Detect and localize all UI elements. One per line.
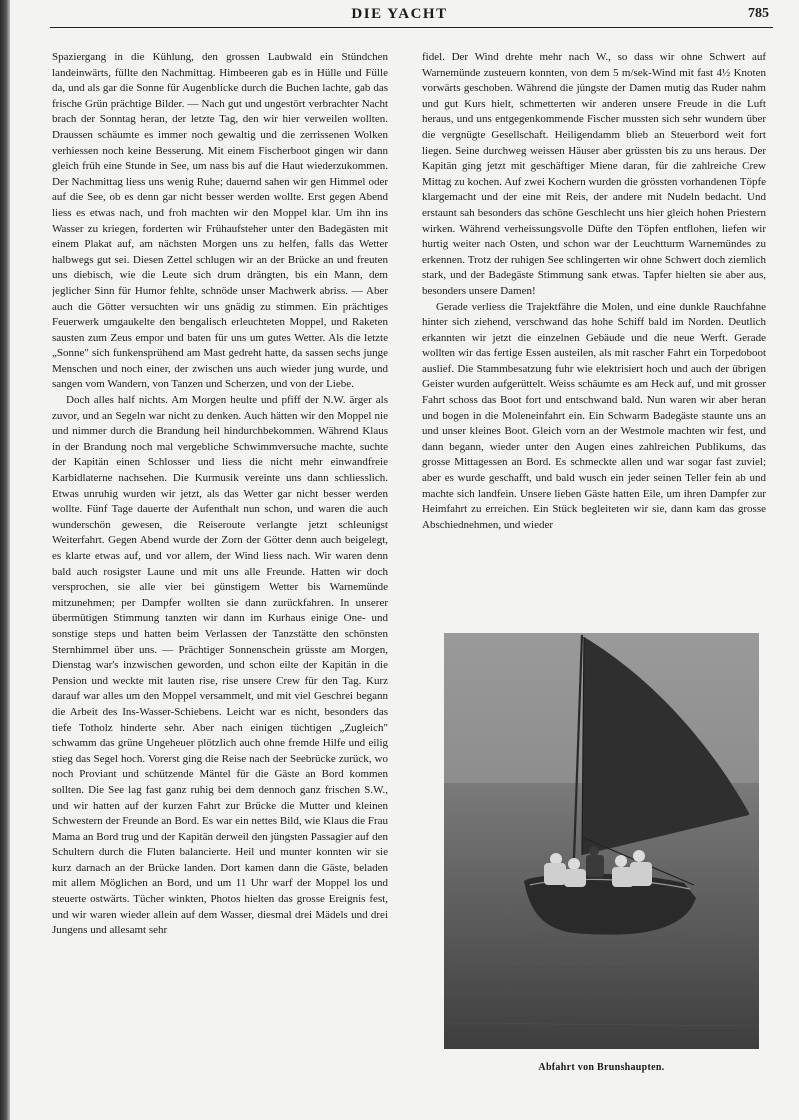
paragraph: Gerade verliess die Trajektfähre die Molen, und eine dunkle Rauchfahne hinter sich ziehend, verschwand das hohe Schiff bald im Norden. Deutlich erkannten wir jetzt die einzelnen Gebäude und die neue Werft. Gerade wollten wir das fertige Essen austeilen, als mit rascher Fahrt ein Torpedoboot auslief. Die Stammbesatzung fuhr wie elektrisiert hoch und auch der übrigen Geister wurden aufgerüttelt. Weiss schäumte es am Heck auf, und mit grosser Fahrt schoss das Boot fort und entschwand bald. Nun waren wir aber heran und bogen in die Moleneinfahrt ein. Ein Schwarm Badegäste staunte uns an und unser kleines Boot. Gleich vorn an der Westmole machten wir fest, und dann begann, wieder unter den Augen eines zahlreichen Publikums, das grosse Mittagessen an Bord. Es schmeckte allen und war sogar fast zuviel; aber es wurde geschafft, und bald wusch ein jeder seinen Teller fein ab und machte sich landfein. Unsere lieben Gäste hatten Eile, um ihren Dampfer zur Heimfahrt zu erreichen. Ein Stück begleiteten wir sie, dann kam das grosse Abschiednehmen, und wieder [422, 300, 766, 531]
page-number: 785 [748, 6, 769, 21]
page-header [0, 6, 799, 28]
paragraph: Spaziergang in die Kühlung, den grossen Laubwald ein Stündchen landeinwärts, füllte den Nachmittag. Himbeeren gab es in Hülle und Fülle da, und als gar die Sonne für Augenblicke durch die Buchen lachte, gab das frische Grün prächtige Bilder. — Nach gut und ungestört verbrachter Nacht brach der Sonntag heran, der letzte Tag, den wir hier verweilen wollten. Draussen schäumte es immer noch gewaltig und die zerrissenen Wolken verhiessen noch keine Besserung. Mit einem Fischerboot gingen wir dann gleich früh eine Stunde in See, um nass bis auf die Haut wiederzukommen. Der Nachmittag liess uns wenig Ruhe; dauernd sahen wir gen Himmel oder auf die See, ob es denn gar nicht besser werden wollte. Erst gegen Abend liess es etwas nach, und froh machten wir den Moppel klar. Um ihn ins Wasser zu kriegen, forderten wir Frühaufsteher unter den Badegästen mit einem Plakat auf, am nächsten Morgen uns zu helfen, falls das Wetter halbwegs gut sei. Diesen Zettel schlugen wir an der Brücke an und freuten uns diebisch, wie die Leute sich drum drängten, bis ein Mann, dem jeglicher Sinn für Humor fehlte, schnöde unser Machwerk abriss. — Aber auch die Götter versuchten wir uns gnädig zu stimmen. Ein prächtiges Feuerwerk umgaukelte den bengalisch erleuchteten Moppel, und Raketen sausten zum Zeus empor und baten für uns um gutes Wetter. Als die letzte „Sonne" sich funkensprühend am Mast gedreht hatte, da sassen sechs junge Menschen und noch einer, der zwischen uns auch wieder jung wurde, und sangen vom Wandern, von Tanzen und Scherzen, und von der Liebe. [52, 51, 388, 391]
header-rule [50, 27, 773, 28]
right-text-column [422, 50, 766, 635]
paragraph: Doch alles half nichts. Am Morgen heulte und pfiff der N.W. ärger als zuvor, und an Segeln war nicht zu denken. Auch hätten wir den Moppel nie und nimmer durch die Brandung heil hindurchbekommen. Während Klaus in der Brandung noch mal vergebliche Schwimmversuche machte, suchte der Kapitän einen Schlosser und liess die nicht mehr einwandfreie Karbidlaterne nachsehen. Die Kurmusik vereinte uns dann schliesslich. Etwas unruhig wurden wir jetzt, als das Wetter gar nicht besser werden wollte. Fünf Tage dauerte der Aufenthalt nun schon, und waren die auch wunderschön gewesen, die Reiseroute verlangte jetzt schleunigst Weiterfahrt. Gegen Abend wurde der Zorn der Götter denn auch beigelegt, es klarte etwas auf, und vor allem, der Wind liess nach. Wir waren denn bald auch rosigster Laune und mit uns alle Freunde. Hatten wir doch versprochen, sie alle vier bei günstigem Wetter bis Warnemünde mitzunehmen; per Dampfer wollten sie dann zurückfahren. In unserer übermütigen Stimmung tanzten wir dann im Kurhaus einige One- und sonstige steps und hatten beim Verlassen der Tanzstätte den schönsten Sternhimmel über uns. — Prächtiger Sonnenschein grüsste am Morgen, Dienstag war's inzwischen geworden, und schon eilte der Kapitän in die Pension und weckte mit lauten rise, rise unsere Crew für den Tag. Kurz darauf war alles um den Moppel versammelt, und mit viel Geschrei begann die Arbeit des Ins-Wasser-Schiebens. Leicht war es nicht, besonders das tiefe Totholz hinderte sehr. Aber nach einigen tüchtigen „Zugleich" schwamm das grüne Ungeheuer plötzlich auch ohne fremde Hilfe und eilig stieg das Segel hoch. Vorerst ging die Reise nach der Seebrücke zurück, wo noch Proviant und schützende Mäntel für die Gäste an Bord kommen sollten. Die See lag fast ganz ruhig bei dem dennoch ganz frischen S.W., und wir hatten auf der kurzen Fahrt zur Brücke die Mutter und kleinen Schwestern der Freunde an Bord. Es war ein nettes Bild, wie Klaus die Frau Mama an Bord trug und der Kapitän derweil den jüngsten Passagier auf den Schultern durch die Fluten balancierte. Heil und munter konnten wir sie kurz darnach an der Brücke landen. Dort kamen dann die Gäste, beladen mit allem Möglichen an Bord, und um 11 Uhr warf der Moppel los und steuerte ostwärts. Tücher winkten, Photos hielten das grosse Ereignis fest, und wir waren wieder allein auf dem Wasser, diesmal drei Mädels und drei Jungens und allesamt sehr [52, 394, 388, 937]
binding-edge [0, 0, 10, 1120]
left-text-column [52, 50, 388, 1090]
journal-title: DIE YACHT [351, 6, 448, 22]
sailboat-photo [444, 633, 759, 1049]
photo-caption: Abfahrt von Brunshaupten. [538, 1062, 665, 1073]
paragraph: fidel. Der Wind drehte mehr nach W., so dass wir ohne Schwert auf Warnemünde zusteuern konnten, von dem 5 m/sek-Wind mit fast 4½ Knoten vorwärts geschoben. Während die jüngste der Damen mutig das Ruder nahm und gut Kurs hielt, schmetterten wir anderen unsere Freude in die Luft heraus, und uns entgegenkommende Fischer mussten sich sehr wundern über die vergnügte Gesellschaft. Heiligendamm blieb an Steuerbord weit fort liegen. Seine durchweg weissen Häuser aber grüssten bis zu uns heraus. Der Kapitän ging jetzt mit geschäftiger Miene daran, für die zahlreiche Crew Mittag zu kochen. Auf zwei Kochern wurden die grössten vorhandenen Töpfe klargemacht und der eine mit Reis, der andere mit Nudeln bedacht. Und erstaunt sah besonders das schöne Geschlecht uns hier gleich hohen Priestern wirken. Während verheissungsvolle Düfte den Töpfen entflohen, liefen wir hurtig weiter nach Osten, und schon war der Leuchtturm Warnemündes zu erkennen. Trotz der ruhigen See schlingerten wir ohne Schwert doch ziemlich stark, und der Badegäste Stimmung sank etwas. Tapfer hielten sie aber aus, besonders unsere Damen! [422, 51, 766, 297]
